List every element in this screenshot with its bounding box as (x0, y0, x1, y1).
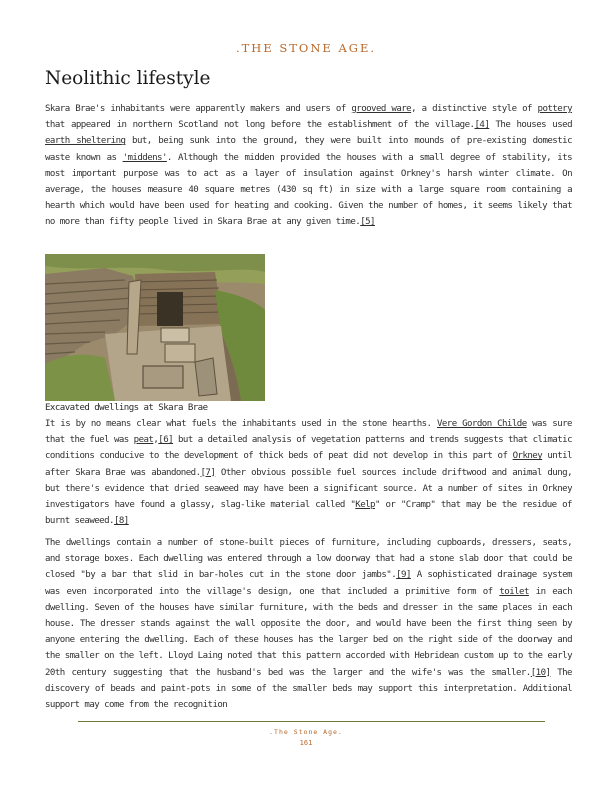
photo-caption: Excavated dwellings at Skara Brae (45, 403, 208, 413)
inline-link[interactable]: 'middens' (122, 152, 167, 163)
paragraph-fuels (45, 416, 572, 529)
section-heading: Neolithic lifestyle (45, 68, 211, 89)
skara-brae-photo (45, 254, 265, 401)
text-run: was sure that the fuel was (45, 419, 572, 446)
text-run: Other obvious possible fuel sources include driftwood and animal dung, but there's evidence that dried seaweed may have been a significant source. At a number of sites in Orkney investigators have found a glassy, slag-like material called " (45, 467, 572, 511)
inline-link[interactable]: [7] (200, 467, 216, 478)
footer-title: .The Stone Age. (269, 728, 343, 736)
inline-link[interactable]: [9] (396, 570, 411, 581)
text-run: The dwellings contain a number of stone-built pieces of furniture, including cupboards, dressers, seats, and storage boxes. Each dwelling was entered through a low doorway that had a stone slab door that could be closed "by a bar that slid in bar-holes cut in the stone door jambs". (45, 538, 572, 581)
text-run: It is by no means clear what fuels the inhabitants used in the stone hearths. (45, 419, 437, 429)
running-header: .THE STONE AGE. (235, 41, 377, 55)
text-run: but, being sunk into the ground, they were built into mounds of pre-existing domestic waste known as (45, 136, 572, 163)
inline-link[interactable]: earth sheltering (45, 136, 126, 147)
text-run: " or "Cramp" that may be the residue of burnt seaweed. (45, 500, 572, 527)
inline-link[interactable]: peat (133, 435, 154, 446)
text-run: that appeared in northern Scotland not long before the establishment of the village. (45, 120, 475, 131)
text-run: The discovery of beads and paint-pots in some of the smaller beds may support this interpretation. Additional support may come from the recognition (45, 667, 572, 711)
text-run: until after Skara Brae was abandoned. (45, 451, 572, 478)
footer-divider (78, 721, 545, 722)
inline-link[interactable]: [10] (530, 667, 551, 678)
page-number: 161 (299, 739, 313, 747)
inline-link[interactable]: grooved ware (351, 104, 412, 114)
inline-link[interactable]: [5] (360, 217, 375, 228)
inline-link[interactable]: toilet (499, 586, 529, 597)
inline-link[interactable]: [8] (113, 516, 129, 527)
text-run: in each dwelling. Seven of the houses have similar furniture, with the beds and dresser in the same places in each house. The dresser stands against the wall opposite the door, and would have been the first thing seen by anyone entering the dwelling. Each of these houses has the larger bed on the right side of the doorway and the smaller on the left. Lloyd Laing noted that this pattern accorded with Hebridean custom up to the early 20th century suggesting that the husband's bed was the larger and the wife's was the smaller. (45, 586, 573, 678)
inline-link[interactable]: Vere Gordon Childe (436, 419, 527, 429)
text-run: but a detailed analysis of vegetation patterns and trends suggests that climatic conditions conducive to the development of thick beds of peat did not develop in this part of (45, 435, 572, 462)
paragraph-furniture (45, 535, 572, 713)
inline-link[interactable]: pottery (537, 104, 573, 114)
text-run: A sophisticated drainage system was even incorporated into the village's design, one that included a primitive form of (45, 570, 572, 597)
inline-link[interactable]: Kelp (355, 500, 375, 511)
text-run: . Although the midden provided the houses with a small degree of stability, its most important purpose was to act as a layer of insulation against Orkney's harsh winter climate. On average, the houses measure 40 square metres (430 sq ft) in size with a large square room containing a hearth which would have been used for heating and cooking. Given the number of homes, it seems likely that no more than fifty people lived in Skara Brae at any given time. (45, 152, 572, 228)
paragraph-middens (45, 101, 572, 231)
text-run: The houses used (489, 120, 572, 131)
inline-link[interactable]: [4] (474, 120, 490, 131)
text-run: Skara Brae's inhabitants were apparently makers and users of (45, 104, 352, 114)
inline-link[interactable]: Orkney (512, 451, 543, 462)
inline-link[interactable]: [6] (158, 435, 174, 446)
text-run: , (153, 435, 159, 446)
text-run: , a distinctive style of (411, 104, 538, 114)
